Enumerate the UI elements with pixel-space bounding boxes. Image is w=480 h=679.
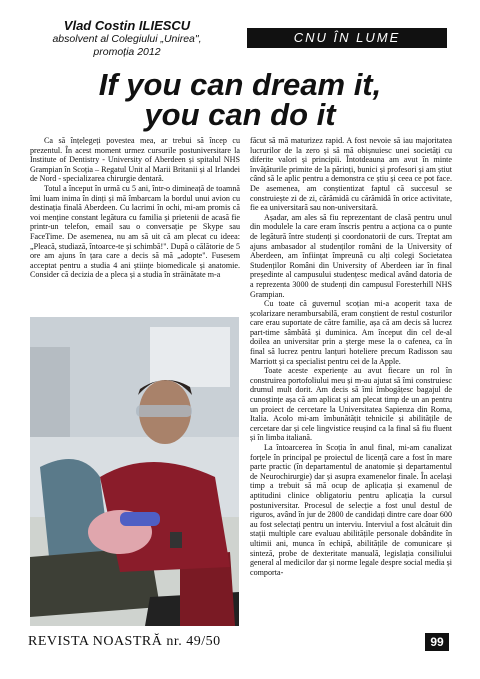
title-line-1: If you can dream it, <box>98 67 382 102</box>
page-number: 99 <box>425 633 449 651</box>
paragraph: Toate aceste experiențe au avut fiecare un rol în construirea portofoliului meu și m-au ajutat să îmi construiesc drumul mult dorit. Am decis să îmi îmbogățesc bagajul de cunoștințe așa că am aplicat și am plecat timp de un an pentru un proiect de cercetare la Universitatea Sapienza din Roma, Italia. Acolo mi-am îmbunătățit tehnicile și abilitățile de cercetare dar și cele lingvistice reușind ca la final să fiu fluent și în limba italiană. <box>250 366 452 443</box>
right-column <box>250 136 452 634</box>
paragraph: Ca să înțelegeți povestea mea, ar trebui să încep cu prezentul. În acest moment urmez cursurile postuniversitare la Institute of Dentistry - University of Aberdeen și spitalul NHS Grampian în Scoția – Regatul Unit al Marii Britanii și al Irlandei de Nord - specializarea chirurgie dentară. <box>30 136 240 184</box>
author-line-2: promoția 2012 <box>93 46 161 58</box>
paragraph: La întoarcerea în Scoția în anul final, mi-am canalizat forțele în principal pe proiectul de licență care a fost în mare parte practic (în departamentul de anatomie și departamentul de Neurochirurgie) dar și asupra examenelor finale. În același timp a trebuit să mă ocup de aplicația și examenul de aptitudini clinice obligatoriu pentru aplicația la cursul postuniversitar. Procesul de selecție a fost unul destul de riguros, având în jur de 2800 de candidați dintre care doar 600 au fost selectați pentru un interviu. Interviul a fost alcătuit din stații multiple care evaluau abilitățile personale dobândite în ultimii ani, munca în echipă, abilitățile de comunicare și sinteză, probe de dexteritate manuală, legislația consiliului general al medicilor dar și norme legale despre social media și comporta- <box>250 443 452 577</box>
magazine-footer: REVISTA NOASTRĂ nr. 49/50 <box>28 634 221 649</box>
dentist-illustration <box>30 317 239 626</box>
article-title <box>20 67 460 132</box>
section-banner: CNU ÎN LUME <box>247 28 447 48</box>
author-block <box>32 18 222 59</box>
author-name: Vlad Costin ILIESCU <box>63 18 191 33</box>
paragraph: făcut să mă maturizez rapid. A fost nevoie să iau majoritatea lucrurilor de la zero și să mă obișnuiesc unei societăți cu diferite valori și principii. Întotdeauna am avut în minte învățăturile primite de la părinți, bunici și profesori și am știut când să le aplic pentru a demonstra ce știu și ceea ce pot face. De asemenea, am conștientizat faptul că succesul se construiește zi de zi, cărămidă cu cărămidă în orice activitate, fie ea universitară sau non-universitară. <box>250 136 452 213</box>
left-column <box>30 136 240 316</box>
title-line-2: you can do it <box>144 97 336 132</box>
paragraph: Cu toate că guvernul scoțian mi-a acoperit taxa de școlarizare nerambursabilă, eram conștient de restul costurilor care erau suportate de către familie, așa că am decis să lucrez part-time sâmbătă și duminica. Am început din cel de-al doilea an universitar prin a șterge mese la o cafenea, ca în final să lucrez pentru lanțuri hoteliere precum Radisson sau Marriott și ca specialist pentru cei de la Apple. <box>250 299 452 366</box>
dentist-photo <box>30 317 239 626</box>
paragraph: Totul a început în urmă cu 5 ani, într-o dimineață de toamnă îmi luam inima în dinți și mă îmbarcam la bordul unui avion cu destinația finală Aberdeen. Cu lacrimi în ochi, mi-am promis că voi menține constant legătura cu familia și prietenii de acasă fie printr-un telefon, email sau o conversație pe Skype sau FaceTime. De asemenea, nu am să uit că am plecat cu ideea: „Pleacă, studiază, întoarce-te și schimbă!". După o călătorie de 5 ore am ajuns în țara care a decis să mă „adopte". Fusesem acceptat pentru a studia 4 ani științe biomedicale și anatomie. Consider că decizia de a pleca și a studia în străinătate m-a <box>30 183 240 280</box>
paragraph: Așadar, am ales să fiu reprezentant de clasă pentru unul din modulele la care eram înscris pentru a acționa ca o punte de legătură între studenți și coordonatorii de curs. Treptat am ajuns ambasador al studenților români de la University of Aberdeen, am înființat împreună cu alți colegi Societatea Studenților Români din University of Aberdeen iar în final președinte al campusului studențesc medical având datoria de a reprezenta 3000 de studenți din campusul Foresterhill NHS Grampian. <box>250 212 452 299</box>
author-line-1: absolvent al Colegiului „Unirea", <box>52 33 202 45</box>
